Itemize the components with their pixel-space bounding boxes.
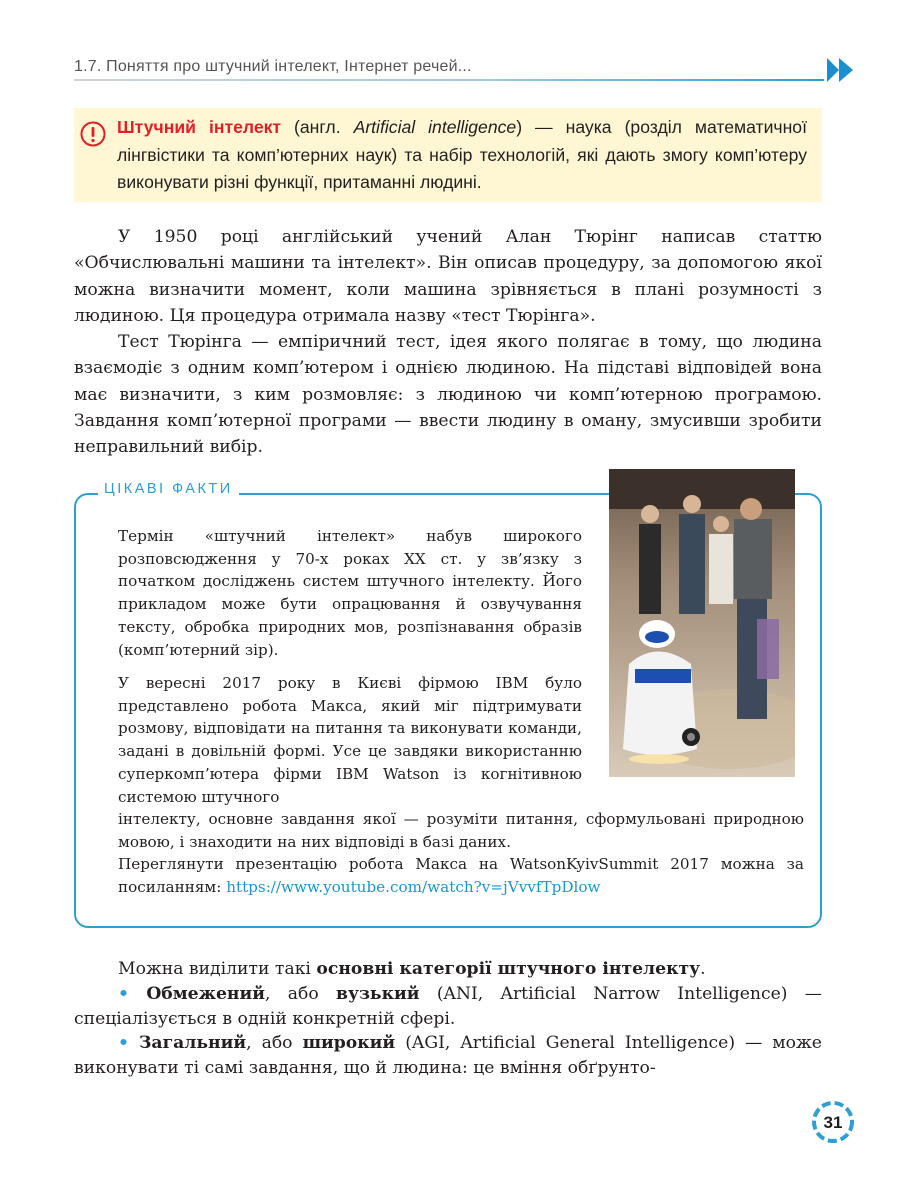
fact-ai-term: Термін «штучний інтелект» набув широкого розповсюдження у 70-х роках XX ст. у зв’язку з початком досліджень систем штучного інтелекту. Його прикладом може бути опрацювання й озвучування тексту, обробка природних мов, розпізнавання образів (комп’ютерний зір). — [118, 527, 582, 659]
bullet-icon: • — [118, 984, 129, 1004]
category-text: , або — [264, 984, 337, 1004]
categories-intro-end: . — [700, 959, 706, 979]
header-divider — [74, 79, 824, 81]
category-description: (AGI, Artificial General Intelligence) — може виконувати ті самі завдання, що й людина: це вміння обґрунто- — [74, 1033, 822, 1078]
categories-intro-bold: основні категорії штучного інтелекту — [316, 959, 701, 979]
definition-english-term: Artificial intelligence — [353, 117, 517, 137]
page-number-badge — [810, 1099, 856, 1145]
paragraph-turing-test: Тест Тюрінга — емпіричний тест, ідея якого полягає в тому, що людина взаємодіє з одним комп’ютером і однією людиною. На підставі відповідей вона має визначити, з ким розмовляє: з людиною чи комп’ютерною програмою. Завдання комп’ютерної програми — ввести людину в оману, змусивши зробити неправильний вибір. — [74, 332, 822, 458]
definition-part: (англ. — [281, 117, 354, 137]
double-chevron-right-icon[interactable] — [826, 57, 854, 83]
category-general — [74, 1031, 822, 1080]
categories-intro — [74, 957, 822, 982]
fact-robot-max: У вересні 2017 року в Києві фірмою IBM було представлено робота Макса, який міг підтримувати розмову, відповідати на питання та виконувати команди, задані в довільній формі. Усе це завдяки використанню суперкомп’ютера фірми IBM Watson із когнітивною системою штучного — [118, 674, 582, 806]
category-description: (ANI, Artificial Narrow Intelligence) — спеціалізується в одній конкретній сфері. — [74, 984, 822, 1029]
category-alt-name: широкий — [302, 1033, 396, 1053]
category-name: Загальний — [139, 1033, 247, 1053]
category-alt-name: вузький — [336, 984, 420, 1004]
page-number: 31 — [823, 1113, 843, 1132]
categories-intro-text: Можна виділити такі — [118, 959, 317, 979]
definition-term: Штучний інтелект — [117, 117, 282, 137]
fact-presentation-text: Переглянути презентацію робота Макса на WatsonKyivSummit 2017 можна за посиланням: — [118, 855, 804, 896]
bullet-icon: • — [118, 1033, 129, 1053]
chapter-header: 1.7. Поняття про штучний інтелект, Інтернет речей... — [74, 58, 472, 75]
category-narrow — [74, 982, 822, 1031]
facts-label: ЦІКАВІ ФАКТИ — [98, 481, 239, 497]
exclamation-icon — [80, 121, 106, 147]
robot-max-photo — [609, 469, 795, 777]
youtube-link[interactable]: https://www.youtube.com/watch?v=jVvvfTpDlow — [226, 877, 601, 896]
category-name: Обмежений — [146, 984, 265, 1004]
paragraph-turing-1950: У 1950 році англійський учений Алан Тюрінг написав статтю «Обчислювальні машини та інтелект». Він описав процедуру, за допомогою якої можна визначити момент, коли машина зрівняється в плані розумності з людиною. Ця процедура отримала назву «тест Тюрінга». — [74, 227, 822, 326]
definition-part: ) — наука (розділ математичної лінгвістики та комп’ютерних наук) та набір технологій, які дають змогу комп’ютеру виконувати різні функції, притаманні людині. — [117, 117, 807, 192]
fact-robot-max-continued: інтелекту, основне завдання якої — розуміти питання, сформульовані природною мовою, і знаходити на них відповіді в базі даних. — [118, 810, 804, 851]
category-text: , або — [246, 1033, 303, 1053]
fact-presentation — [118, 853, 804, 898]
definition-text — [117, 114, 807, 197]
